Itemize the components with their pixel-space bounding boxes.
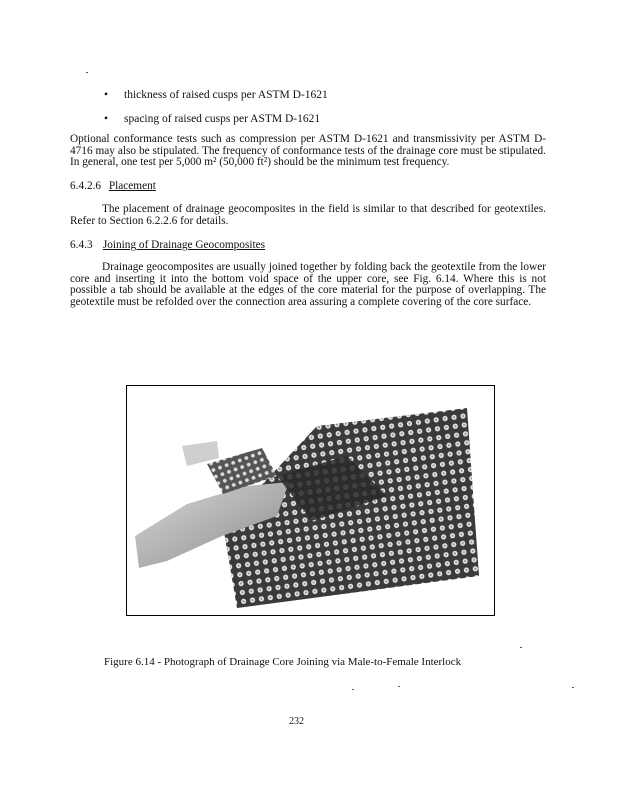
joining-heading [70, 239, 265, 251]
section-title: Placement [108, 180, 156, 192]
figure-caption: Figure 6.14 - Photograph of Drainage Core Joining via Male-to-Female Interlock [104, 656, 462, 668]
scan-speck [86, 72, 88, 73]
placement-paragraph: The placement of drainage geocomposites in the field is similar to that described for geotextiles. Refer to Section 6.2.2.6 for details. [70, 203, 546, 227]
figure-photo [126, 385, 495, 616]
scan-speck [572, 687, 574, 688]
section-title: Joining of Drainage Geocomposites [102, 239, 266, 251]
drainage-core-photo [127, 386, 494, 615]
section-number: 6.4.2.6 [70, 180, 102, 192]
scan-speck [398, 686, 400, 687]
scan-speck [520, 647, 522, 648]
placement-heading [70, 180, 156, 192]
bullet-text: spacing of raised cusps per ASTM D-1621 [124, 113, 321, 125]
scan-speck [352, 689, 354, 690]
conformance-paragraph: Optional conformance tests such as compression per ASTM D-1621 and transmissivity per ASTM D-4716 may also be stipulated. The frequency of conformance tests of the drainage core must be stipulated. In general, one test per 5,000 m² (50,000 ft²) should be the minimum test frequency. [70, 133, 546, 168]
page-number: 232 [289, 716, 304, 727]
bullet-text: thickness of raised cusps per ASTM D-1621 [124, 89, 328, 101]
section-number: 6.4.3 [70, 239, 93, 251]
bullet-dot: • [104, 113, 109, 125]
joining-paragraph: Drainage geocomposites are usually joined together by folding back the geotextile from the lower core and inserting it into the bottom void space of the upper core, see Fig. 6.14. Where this is not possible a tab should be available at the edges of the core material for the purpose of overlapping. The geotextile must be refolded over the connection area assuring a complete covering of the core surface. [70, 261, 546, 308]
bullet-dot: • [104, 89, 109, 101]
